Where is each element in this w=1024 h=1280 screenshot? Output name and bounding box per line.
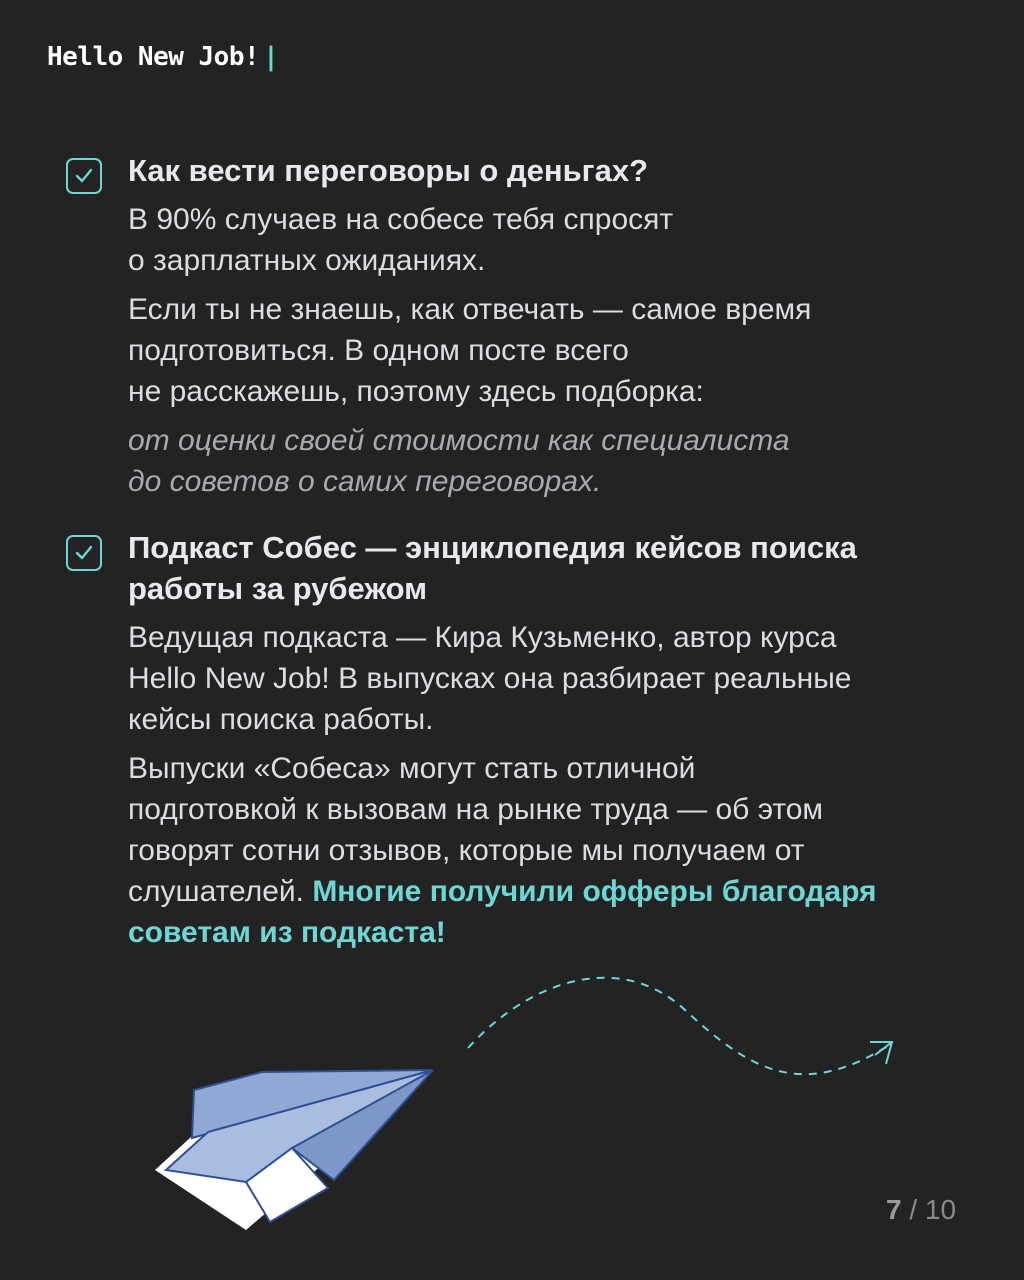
paper-plane-icon xyxy=(155,1070,433,1230)
page-counter xyxy=(886,1194,956,1226)
cursor-mark: | xyxy=(263,42,279,72)
logo-text: Hello New Job! xyxy=(47,42,260,72)
text-line: Ведущая подкаста — Кира Кузьменко, автор курса xyxy=(128,621,837,654)
text-line: от оценки своей стоимости как специалиста xyxy=(128,424,790,457)
item-paragraph xyxy=(128,289,986,412)
page-separator: / xyxy=(901,1194,925,1225)
item-paragraph xyxy=(128,199,986,281)
paper-plane-illustration xyxy=(150,960,910,1250)
item-title xyxy=(128,527,986,609)
text-line: о зарплатных ожиданиях. xyxy=(128,244,486,277)
plain-text: слушателей. xyxy=(128,875,313,908)
item-paragraph xyxy=(128,748,986,953)
brand-logo xyxy=(47,42,278,72)
list-item-podcast xyxy=(66,527,986,961)
text-line: говорят сотни отзывов, которые мы получаем от xyxy=(128,834,805,867)
text-line xyxy=(128,871,986,912)
text-line: подготовиться. В одном посте всего xyxy=(128,334,629,367)
text-line: кейсы поиска работы. xyxy=(128,703,434,736)
checkbox-icon xyxy=(66,535,102,571)
text-line: не расскажешь, поэтому здесь подборка: xyxy=(128,375,704,408)
item-title: Как вести переговоры о деньгах? xyxy=(128,153,649,188)
item-italic-note xyxy=(128,420,986,502)
current-page: 7 xyxy=(886,1194,902,1225)
dashed-arrow-icon xyxy=(468,978,892,1074)
text-line: работы за рубежом xyxy=(128,571,428,606)
text-line: Если ты не знаешь, как отвечать — самое время xyxy=(128,293,812,326)
text-line: Выпуски «Собеса» могут стать отличной xyxy=(128,752,696,785)
text-line: Подкаст Собес — энциклопедия кейсов поиска xyxy=(128,530,857,565)
highlight-text: советам из подкаста! xyxy=(128,916,446,949)
text-line: подготовкой к вызовам на рынке труда — об этом xyxy=(128,793,824,826)
text-line: до советов о самих переговорах. xyxy=(128,465,602,498)
checkbox-icon xyxy=(66,158,102,194)
text-line: В 90% случаев на собесе тебя спросят xyxy=(128,203,674,236)
total-pages: 10 xyxy=(924,1194,957,1225)
text-line: Hello New Job! В выпусках она разбирает реальные xyxy=(128,662,852,695)
item-paragraph xyxy=(128,617,986,740)
highlight-text: Многие получили офферы благодаря xyxy=(312,875,877,908)
list-item-salary-negotiation xyxy=(66,150,986,502)
